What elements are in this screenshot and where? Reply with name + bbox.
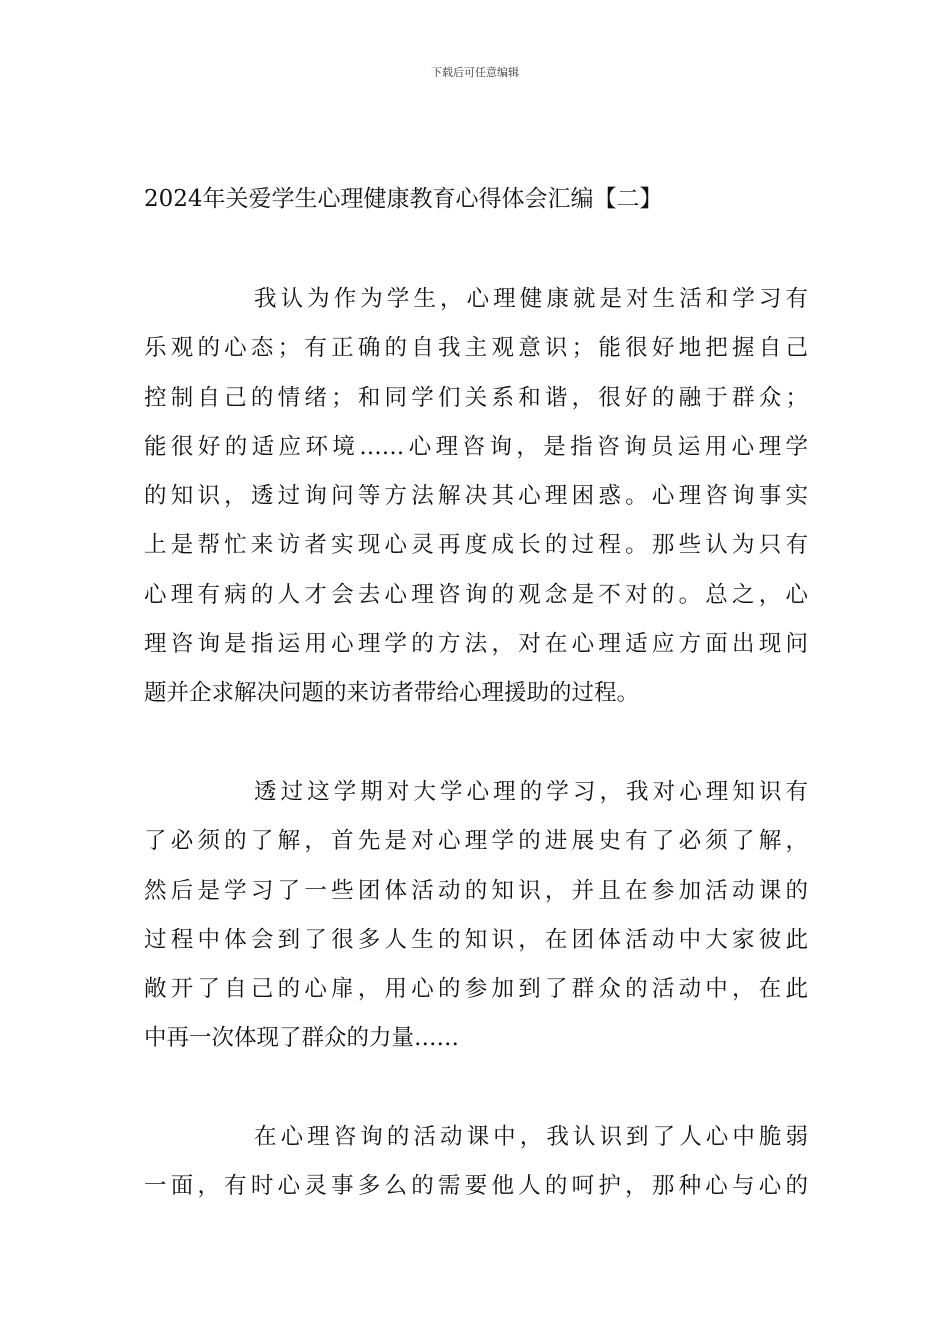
paragraph-line: 心理有病的人才会去心理咨询的观念是不对的。总之，心: [144, 581, 808, 608]
paragraph-line: 一面，有时心灵事多么的需要他人的呵护，那种心与心的: [144, 1173, 808, 1200]
paragraph-line: 透过这学期对大学心理的学习，我对心理知识有: [254, 779, 808, 805]
paragraph-line: 题并企求解决问题的来访者带给心理援助的过程。: [144, 680, 640, 707]
paragraph: [144, 768, 808, 1064]
paragraph-line: 乐观的心态；有正确的自我主观意识；能很好地把握自己: [144, 335, 808, 362]
paragraph-line: 能很好的适应环境……心理咨询，是指咨询员运用心理学: [144, 433, 808, 460]
paragraph-line: 然后是学习了一些团体活动的知识，并且在参加活动课的: [144, 877, 808, 904]
paragraph-line: 的知识，透过询问等方法解决其心理困惑。心理咨询事实: [144, 483, 808, 510]
paragraph-line: 过程中体会到了很多人生的知识，在团体活动中大家彼此: [144, 926, 808, 953]
paragraph-line: 在心理咨询的活动课中，我认识到了人心中脆弱: [254, 1124, 808, 1150]
paragraph-line: 理咨询是指运用心理学的方法，对在心理适应方面出现问: [144, 631, 808, 658]
paragraph-line: 敞开了自己的心扉，用心的参加到了群众的活动中，在此: [144, 976, 808, 1003]
paragraph: [144, 1113, 808, 1212]
paragraph: [144, 275, 808, 719]
paragraph-line: 我认为作为学生，心理健康就是对生活和学习有: [254, 286, 808, 312]
paragraph-line: 控制自己的情绪；和同学们关系和谐，很好的融于群众；: [144, 384, 808, 411]
document-title: 2024年关爱学生心理健康教育心得体会汇编【二】: [144, 186, 663, 212]
paragraph-line: 上是帮忙来访者实现心灵再度成长的过程。那些认为只有: [144, 532, 808, 559]
header-note: 下载后可任意编辑: [431, 66, 519, 79]
paragraph-line: 了必须的了解，首先是对心理学的进展史有了必须了解，: [144, 828, 808, 855]
paragraph-line: 中再一次体现了群众的力量……: [144, 1025, 460, 1052]
